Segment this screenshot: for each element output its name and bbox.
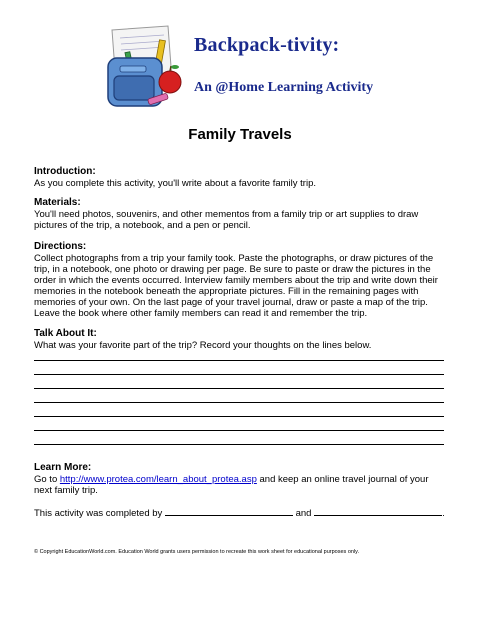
writing-line[interactable] [34,388,444,389]
name-blank-2[interactable] [314,506,442,516]
materials-text: You'll need photos, souvenirs, and other mementos from a family trip or art supplies to draw pictures of the trip, a notebook, and a pen or pencil. [34,209,419,231]
writing-line[interactable] [34,430,444,431]
writing-line[interactable] [34,360,444,361]
learn-more-heading: Learn More: [34,462,92,473]
learn-more-text [34,474,446,496]
directions-text: Collect photographs from a trip your family took. Paste the photographs, or draw pictures of the trip, in a notebook, one photo or drawing per page. Be sure to paste or draw the pictures in the order in which the events occurred. Interview family members about the trip and write down their memories in the notebook beneath the appropriate pictures. Fill in the remaining pages with memories of your own. On the last page of your travel journal, draw or paste a map of the trip. Leave the book where other family members can read it and remember the trip. [34,253,438,319]
brand-subtitle: An @Home Learning Activity [194,80,374,95]
protea-link[interactable]: http://www.protea.com/learn_about_protea.asp [59,474,257,485]
learn-more-section [34,462,446,496]
writing-line[interactable] [34,402,444,403]
materials-section [34,197,446,231]
completion-prefix: This activity was completed by [34,508,165,519]
materials-heading: Materials: [34,197,81,208]
talk-section [34,328,446,351]
talk-text: What was your favorite part of the trip? Record your thoughts on the lines below. [34,340,372,351]
backpack-logo [98,22,190,114]
completion-middle: and [292,508,315,519]
completion-end: . [442,508,445,519]
introduction-heading: Introduction: [34,166,96,177]
introduction-text: As you complete this activity, you'll write about a favorite family trip. [34,178,316,189]
header [98,22,398,122]
learn-more-prefix: Go to [34,474,60,485]
writing-line[interactable] [34,374,444,375]
talk-heading: Talk About It: [34,328,97,339]
name-blank-1[interactable] [165,506,293,516]
introduction-section [34,166,446,189]
page-title: Family Travels [188,126,292,143]
writing-line[interactable] [34,444,444,445]
completion-line [34,506,446,519]
directions-section [34,241,446,319]
copyright-notice: © Copyright EducationWorld.com. Education World grants users permission to recreate this work sheet for educational purposes only. [34,549,360,555]
brand-title: Backpack-tivity: [194,34,340,56]
writing-line[interactable] [34,416,444,417]
learn-more-suffix: and keep an online travel journal of your next family trip. [34,474,429,496]
directions-heading: Directions: [34,241,87,252]
